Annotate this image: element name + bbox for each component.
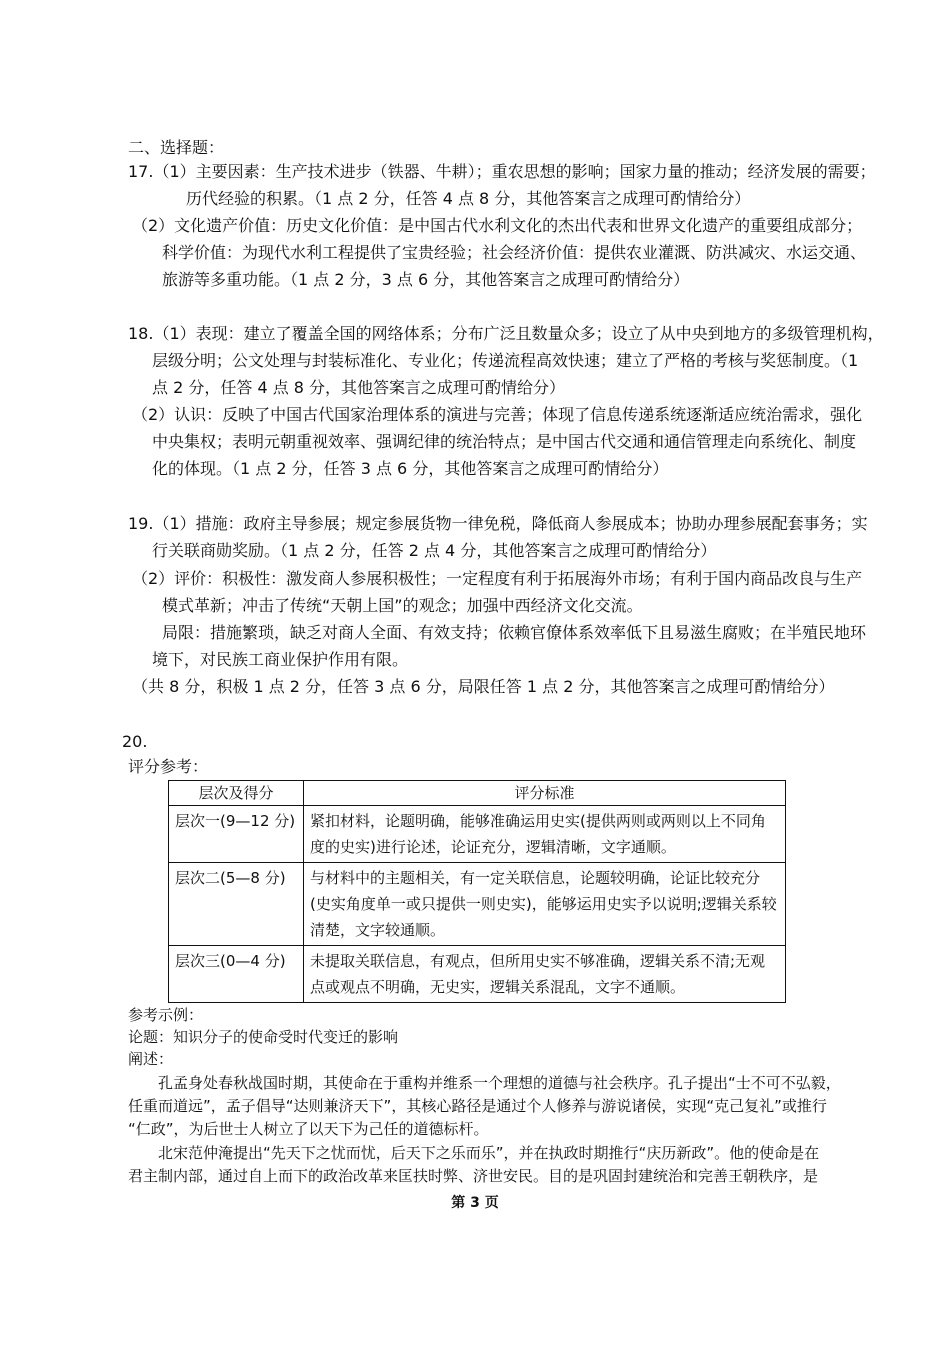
section-title: 二、选择题：	[128, 138, 225, 157]
q19-line-1: 19.（1）措施：政府主导参展；规定参展货物一律免税，降低商人参展成本；协助办理参展配套事务；实	[128, 514, 868, 533]
row-criteria: 与材料中的主题相关，有一定关联信息，论题较明确，论证比较充分(史实角度单一或只提供一则史实)，能够运用史实予以说明;逻辑关系较清楚，文字较通顺。	[304, 863, 786, 946]
q19-line-3: （2）评价：积极性：激发商人参展积极性；一定程度有利于拓展海外市场；有利于国内商品改良与生产	[132, 569, 863, 588]
table-row	[169, 946, 786, 1003]
row-level: 层次二(5—8 分)	[169, 863, 304, 946]
q20-number: 20.	[122, 732, 148, 751]
q19-line-4: 模式革新；冲击了传统“天朝上国”的观念；加强中西经济文化交流。	[162, 596, 643, 615]
table-header-row	[169, 781, 786, 806]
q19-line-2: 行关联商勋奖励。（1 点 2 分，任答 2 点 4 分，其他答案言之成理可酌情给分）	[152, 541, 717, 560]
row-criteria: 未提取关联信息，有观点，但所用史实不够准确，逻辑关系不清;无观点或观点不明确，无史实，逻辑关系混乱，文字不通顺。	[304, 946, 786, 1003]
row-level: 层次一(9—12 分)	[169, 806, 304, 863]
paragraph-2-line-1: 北宋范仲淹提出“先天下之忧而忧，后天下之乐而乐”，并在执政时期推行“庆历新政”。他的使命是在	[158, 1144, 820, 1162]
q18-line-1: 18.（1）表现：建立了覆盖全国的网络体系；分布广泛且数量众多；设立了从中央到地方的多级管理机构，	[128, 324, 884, 343]
q17-line-2: 历代经验的积累。（1 点 2 分，任答 4 点 8 分，其他答案言之成理可酌情给分）	[186, 189, 751, 208]
q20-scoring-label: 评分参考：	[128, 757, 209, 776]
q18-line-2: 层级分明；公文处理与封装标准化、专业化；传递流程高效快速；建立了严格的考核与奖惩制度。（1	[152, 351, 859, 370]
elaboration-label: 阐述：	[128, 1050, 174, 1068]
q18-line-3: 点 2 分，任答 4 点 8 分，其他答案言之成理可酌情给分）	[152, 378, 566, 397]
q17-line-1: 17.（1）主要因素：生产技术进步（铁器、牛耕）；重农思想的影响；国家力量的推动；经济发展的需要；	[128, 162, 876, 181]
page-number: 第 3 页	[451, 1195, 499, 1211]
table-row	[169, 863, 786, 946]
thesis: 论题：知识分子的使命受时代变迁的影响	[128, 1028, 399, 1046]
header-criteria: 评分标准	[304, 781, 786, 806]
q17-line-5: 旅游等多重功能。（1 点 2 分，3 点 6 分，其他答案言之成理可酌情给分）	[162, 270, 690, 289]
row-level: 层次三(0—4 分)	[169, 946, 304, 1003]
scoring-table	[168, 780, 786, 1003]
table-row	[169, 806, 786, 863]
q19-line-6: 境下，对民族工商业保护作用有限。	[152, 650, 409, 669]
paragraph-2-line-2: 君主制内部，通过自上而下的政治改革来匡扶时弊、济世安民。目的是巩固封建统治和完善王朝秩序，是	[128, 1167, 819, 1185]
q18-line-5: 中央集权；表明元朝重视效率、强调纪律的统治特点；是中国古代交通和通信管理走向系统化、制度	[152, 432, 857, 451]
header-level: 层次及得分	[169, 781, 304, 806]
example-label: 参考示例：	[128, 1006, 204, 1024]
q18-line-6: 化的体现。（1 点 2 分，任答 3 点 6 分，其他答案言之成理可酌情给分）	[152, 459, 669, 478]
q17-line-3: （2）文化遗产价值：历史文化价值：是中国古代水利文化的杰出代表和世界文化遗产的重要组成部分；	[132, 216, 863, 235]
q17-line-4: 科学价值：为现代水利工程提供了宝贵经验；社会经济价值：提供农业灌溉、防洪减灾、水运交通、	[162, 243, 867, 262]
row-criteria: 紧扣材料，论题明确，能够准确运用史实(提供两则或两则以上不同角度的史实)进行论述，论证充分，逻辑清晰，文字通顺。	[304, 806, 786, 863]
q19-line-5: 局限：措施繁琐，缺乏对商人全面、有效支持；依赖官僚体系效率低下且易滋生腐败；在半殖民地环	[162, 623, 867, 642]
q19-line-7: （共 8 分，积极 1 点 2 分，任答 3 点 6 分，局限任答 1 点 2 分，其他答案言之成理可酌情给分）	[132, 677, 835, 696]
paragraph-1-line-1: 孔孟身处春秋战国时期，其使命在于重构并维系一个理想的道德与社会秩序。孔子提出“士不可不弘毅，	[158, 1074, 841, 1092]
q18-line-4: （2）认识：反映了中国古代国家治理体系的演进与完善；体现了信息传递系统逐渐适应统治需求，强化	[132, 405, 863, 424]
paragraph-1-line-3: “仁政”，为后世士人树立了以天下为己任的道德标杆。	[128, 1120, 489, 1138]
paragraph-1-line-2: 任重而道远”，孟子倡导“达则兼济天下”，其核心路径是通过个人修养与游说诸侯，实现“克己复礼”或推行	[128, 1097, 827, 1115]
